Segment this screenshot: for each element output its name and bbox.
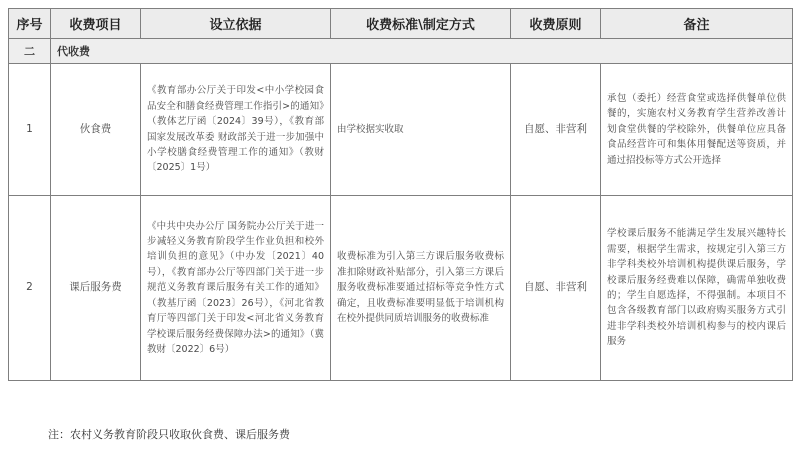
row-item: 伙食费 (51, 64, 141, 196)
header-basis: 设立依据 (141, 9, 331, 39)
header-row (9, 9, 793, 39)
header-principle: 收费原则 (511, 9, 601, 39)
row-principle: 自愿、非营利 (511, 64, 601, 196)
section-label: 代收费 (51, 39, 793, 64)
row-basis: 《中共中央办公厅 国务院办公厅关于进一步减轻义务教育阶段学生作业负担和校外培训负担的意见》（中办发〔2021〕40号），《教育部办公厅等四部门关于进一步规范义务教育课后服务有关工作的通知》（教基厅函〔2023〕26号），《河北省教育厅等四部门关于印发<河北省义务教育学校课后服务经费保障办法>的通知》（冀教财〔2022〕6号） (141, 196, 331, 381)
row-principle: 自愿、非营利 (511, 196, 601, 381)
section-row (9, 39, 793, 64)
table-row (9, 64, 793, 196)
row-number: 2 (9, 196, 51, 381)
row-standard: 由学校据实收取 (331, 64, 511, 196)
header-standard: 收费标准\制定方式 (331, 9, 511, 39)
table-row (9, 196, 793, 381)
row-standard: 收费标准为引入第三方课后服务收费标准扣除财政补贴部分，引入第三方课后服务收费标准要通过招标等竞争性方式确定，且收费标准要明显低于培训机构在校外提供同质培训服务的收费标准 (331, 196, 511, 381)
section-number: 二 (9, 39, 51, 64)
header-item: 收费项目 (51, 9, 141, 39)
header-remark: 备注 (601, 9, 793, 39)
row-remark: 承包（委托）经营食堂或选择供餐单位供餐的，实施农村义务教育学生营养改善计划食堂供餐的学校除外，供餐单位应具备食品经营许可和集体用餐配送等资质，并通过招投标等方式公开选择 (601, 64, 793, 196)
fee-table (8, 8, 793, 381)
row-basis: 《教育部办公厅关于印发<中小学校园食品安全和膳食经费管理工作指引>的通知》（教体艺厅函〔2024〕39号），《教育部 国家发展改革委 财政部关于进一步加强中小学校膳食经费管理工作的通知》（教财〔2025〕1号） (141, 64, 331, 196)
row-item: 课后服务费 (51, 196, 141, 381)
header-number: 序号 (9, 9, 51, 39)
row-remark: 学校课后服务不能满足学生发展兴趣特长需要，根据学生需求，按规定引入第三方非学科类校外培训机构提供课后服务，学校课后服务经费难以保障，确需单独收费的；学生自愿选择，不得强制。本项目不包含各级教育部门以政府购买服务方式引进非学科类校外培训机构参与的校内课后服务 (601, 196, 793, 381)
row-number: 1 (9, 64, 51, 196)
footnote: 注：农村义务教育阶段只收取伙食费、课后服务费 (48, 428, 290, 441)
